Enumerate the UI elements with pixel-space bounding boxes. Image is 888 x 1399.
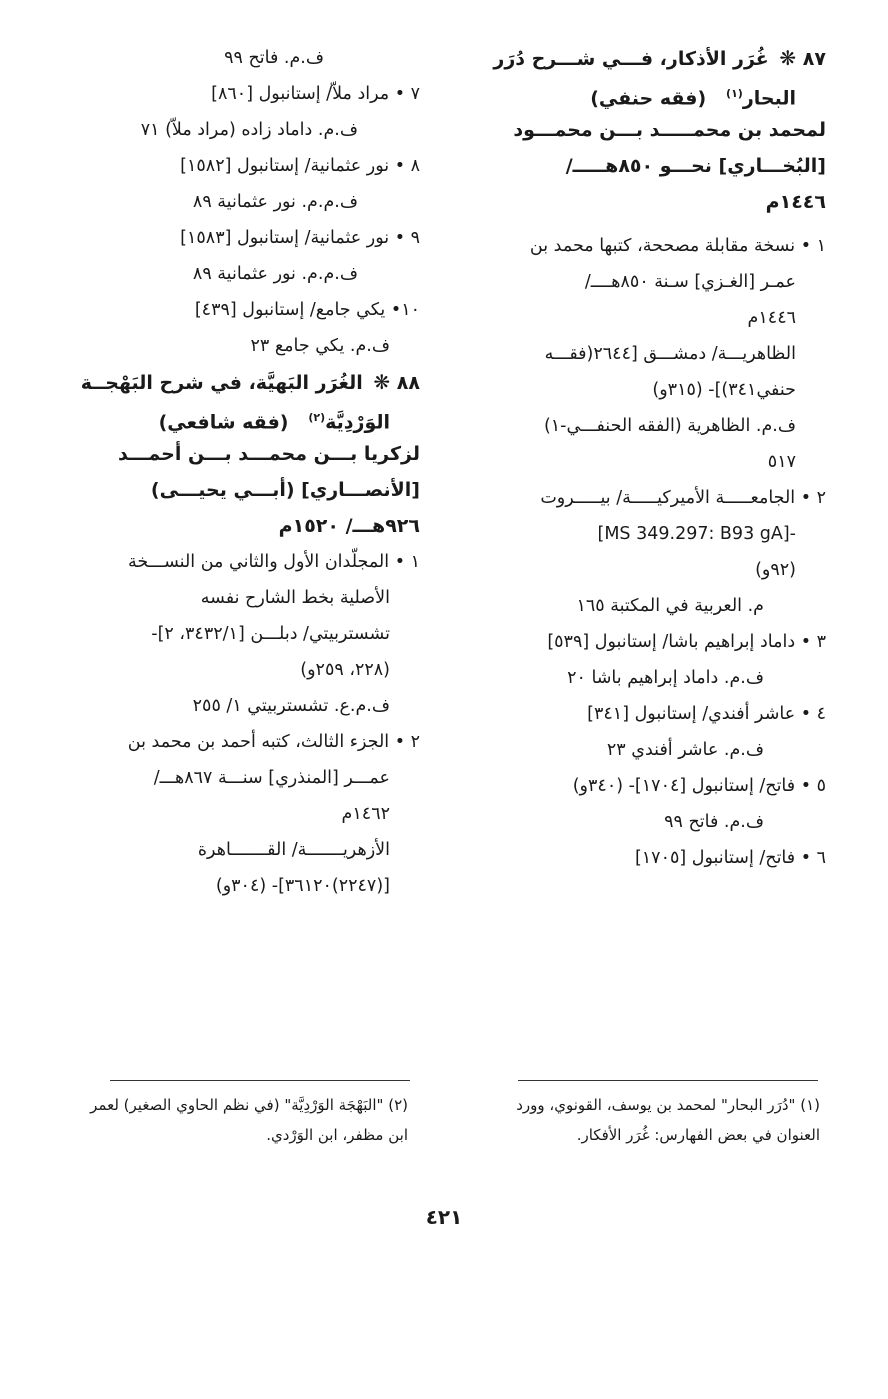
star-marker-icon: ❋ [373,370,391,394]
catalog-line: ٥١٧ [767,452,796,472]
footnote-1 [470,1090,820,1150]
item-line: ٥ • فاتح/ إستانبول [١٧٠٤]- (٣٤٠و) [572,776,826,796]
catalog-line: ف.م. داماد زاده (مراد ملاّ) ٧١ [140,120,358,140]
item-line: ٢ • الجزء الثالث، كتبه أحمد بن محمد بن [127,732,420,752]
footnote-ref: (١) [726,87,743,100]
library-line: الأزهريـــــــة/ القـــــــاهرة [197,840,390,860]
catalog-line: ف.م. داماد إبراهيم باشا ٢٠ [567,668,764,688]
item-line: عمـــر [المنذري] سنـــة ٨٦٧هـــ/ [153,768,390,788]
library-line: [(٢٢٤٧)٣٦١٢٠]- (٣٠٤و) [215,876,390,896]
footnote-line: ابن مظفر، ابن الوَرْدي. [266,1126,408,1144]
category: (فقه حنفي) [590,87,707,110]
entry-title: الغُرَر البَهيَّة، في شرح البَهْجــة [80,372,363,394]
item-line: ٤ • عاشر أفندي/ إستانبول [٣٤١] [587,704,826,724]
item-line: ١ • نسخة مقابلة مصححة، كتبها محمد بن [529,236,826,256]
footnote-line: العنوان في بعض الفهارس: غُرَر الأفكار. [576,1126,820,1144]
footnote-divider [110,1080,410,1081]
entry-88-title-line1 [80,364,420,400]
footnote-ref: (٢) [308,411,326,424]
item-line: ١٠• يكي جامع/ إستانبول [٤٣٩] [194,300,420,320]
left-column [80,40,420,904]
entry-88-title-line2: الوَرْدِيَّة$^{(٢)}$ (فقه شافعي) [158,411,390,434]
footnote-line: (١) "دُرَر البحار" لمحمد بن يوسف، القونوي، وورد [516,1096,820,1114]
entry-87-title-line1 [478,40,826,76]
footnote-line: (٢) "البَهْجَة الوَرْدِيَّة" (في نظم الحاوي الصغير) لعمر [90,1096,408,1114]
catalog-line: م. العربية في المكتبة ١٦٥ [576,596,764,616]
entry-87-title-line2: البحار$^{(١)}$ (فقه حنفي) [590,87,796,110]
category: (فقه شافعي) [158,411,289,434]
catalog-line: ف.م.م. نور عثمانية ٨٩ [192,192,358,212]
item-line: ٨ • نور عثمانية/ إستانبول [١٥٨٢] [180,156,420,176]
library-line: (٢٢٨، ٢٥٩و) [300,660,390,680]
catalog-line: ف.م. فاتح ٩٩ [224,48,324,68]
entry-87-author-line2: [البُخـــاري] نحـــو ٨٥٠هـــــ/ [565,155,826,177]
item-line: ١ • المجلّدان الأول والثاني من النســـخة [128,552,420,572]
entry-88-author-line3: ٩٢٦هـــ/ ١٥٢٠م [278,515,420,537]
item-line: عمـر [الغـزي] سـنة ٨٥٠هــــ/ [584,272,796,292]
item-line: ٦ • فاتح/ إستانبول [١٧٠٥] [634,848,826,868]
right-column [478,40,826,876]
item-line: -[MS 349.297: B93 gA] [597,524,796,544]
catalog-line: ف.م. فاتح ٩٩ [664,812,764,832]
item-line: ٢ • الجامعـــــة الأميركيـــــة/ بيـــــروت [540,488,826,508]
catalog-line: ف.م. الظاهرية (الفقه الحنفـــي-١) [543,416,796,436]
catalog-line: ف.م.م. نور عثمانية ٨٩ [192,264,358,284]
catalog-line: ف.م.ع. تشستربيتي ١/ ٢٥٥ [192,696,390,716]
catalog-line: ف.م. عاشر أفندي ٢٣ [606,740,764,760]
library-line: تشستربيتي/ دبلـــن [٣٤٣٢/١، ٢]- [151,624,390,644]
footnote-2 [73,1090,408,1150]
item-line: الأصلية بخط الشارح نفسه [200,588,390,608]
entry-number: ٨٨ [396,372,420,394]
item-line: ٩ • نور عثمانية/ إستانبول [١٥٨٣] [180,228,420,248]
entry-number: ٨٧ [802,48,826,70]
catalog-line: ف.م. يكي جامع ٢٣ [250,336,390,356]
footnote-divider [518,1080,818,1081]
star-marker-icon: ❋ [779,46,797,70]
library-line: الظاهريـــة/ دمشـــق [٢٦٤٤(فقـــه [544,344,796,364]
item-line: (٩٢و) [755,560,796,580]
item-line: ٧ • مراد ملاّ/ إستانبول [٨٦٠] [211,84,420,104]
entry-88-author-line2: [الأنصـــاري] (أبـــي يحيـــى) [150,479,420,501]
entry-88-author-line1: لزكريا بـــن محمـــد بـــن أحمـــد [117,443,420,465]
entry-title: غُرَر الأذكار، فـــي شـــرح دُرَر [493,48,769,70]
item-line: ٣ • داماد إبراهيم باشا/ إستانبول [٥٣٩] [547,632,826,652]
library-line: حنفي٣٤١)]- (٣١٥و) [652,380,796,400]
item-line: ١٤٤٦م [747,308,796,328]
entry-87-author-line3: ١٤٤٦م [765,191,826,213]
page-number: ٤٢١ [425,1205,463,1229]
entry-87-author-line1: لمحمد بن محمـــــد بـــن محمـــود [513,119,826,141]
item-line: ١٤٦٢م [341,804,390,824]
